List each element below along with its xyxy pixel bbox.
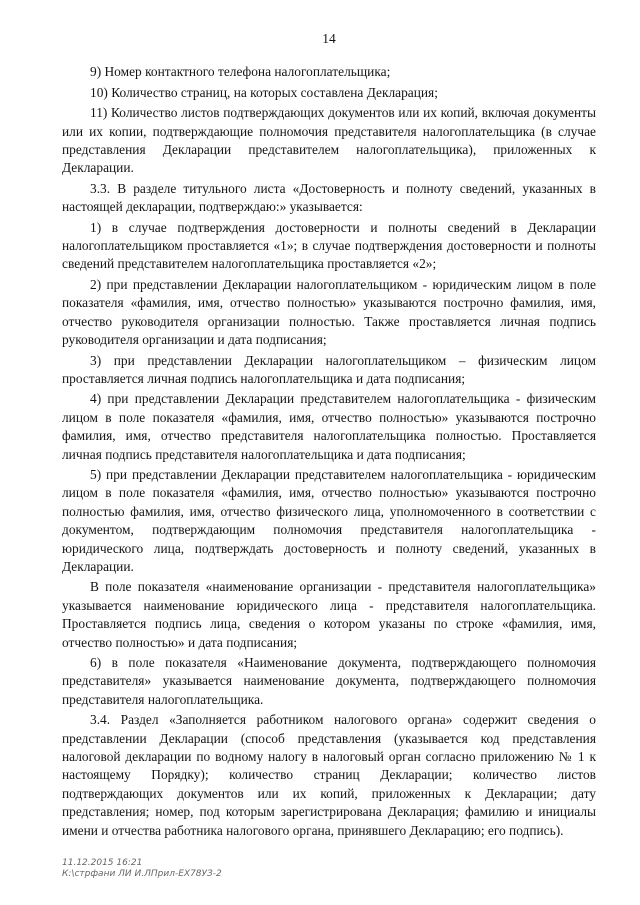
paragraph-3-3-item-2: 2) при представлении Декларации налогоплательщиком - юридическим лицом в поле показателя «фамилия, имя, отчество полностью» указываются построчно фамилия, имя, отчество руководителя организации полностью. Также проставляется личная подпись руководителя организации и дата подписания; (62, 276, 596, 348)
document-page (62, 30, 596, 842)
paragraph-3-3-item-3: 3) при представлении Декларации налогоплательщиком – физическим лицом проставляется личная подпись налогоплательщика и дата подписания; (62, 352, 596, 386)
page-number: 14 (322, 31, 336, 46)
paragraph-organization-field: В поле показателя «наименование организации - представителя налогоплательщика» указывается наименование юридического лица - представителя налогоплательщика. Проставляется подпись лица, сведения о котором указаны по строке «фамилия, имя, отчество полностью» и дата подписания; (62, 579, 596, 650)
paragraph-section-3-4: 3.4. Раздел «Заполняется работником налогового органа» содержит сведения о представлении Декларации (способ представления (указывается код представления налоговой декларации по водному налогу в налоговый орган согласно приложению № 1 к настоящему Порядку); количество страниц Декларации; количество листов подтверждающих документов или их копий, приложенных к Декларации; дату представления; номер, под которым зарегистрирована Декларация; фамилию и инициалы имени и отчества работника налогового органа, принявшего Декларацию; его подпись). (62, 712, 596, 838)
footer-file-path: К:\стрфани ЛИ И.ЛПрил-ЕХ78УЗ-2 (62, 869, 222, 879)
document-footer (62, 858, 222, 880)
footer-timestamp: 11.12.2015 16:21 (62, 858, 143, 868)
paragraph-3-3-item-1: 1) в случае подтверждения достоверности и полноты сведений в Декларации налогоплательщиком проставляется «1»; в случае подтверждения достоверности и полноты сведений представителем налогоплательщика проставляется «2»; (62, 219, 596, 272)
paragraph-3-3-item-5: 5) при представлении Декларации представителем налогоплательщика - юридическим лицом в поле показателя «фамилия, имя, отчество полностью» указываются построчно полностью фамилия, имя, отчество физического лица, уполномоченного в соответствии с документом, подтверждающим полномочия представителя налогоплательщика - юридического лица, подтверждать достоверность и полноту сведений, указанных в Декларации. (62, 466, 596, 574)
paragraph-3-3-item-6: 6) в поле показателя «Наименование документа, подтверждающего полномочия представителя» указывается наименование документа, подтверждающего полномочия представителя налогоплательщика. (62, 655, 596, 707)
paragraph-item-9: 9) Номер контактного телефона налогоплательщика; (90, 64, 391, 80)
paragraph-section-3-3: 3.3. В разделе титульного листа «Достоверность и полноту сведений, указанных в настоящей декларации, подтверждаю:» указывается: (62, 180, 596, 215)
paragraph-item-10: 10) Количество страниц, на которых составлена Декларация; (90, 84, 438, 100)
paragraph-item-11: 11) Количество листов подтверждающих документов или их копий, включая документы или их копии, подтверждающие полномочия представителя налогоплательщика (в случае представления Декларации представителем налогоплательщика), приложенных к Декларации. (62, 105, 596, 176)
paragraph-3-3-item-4: 4) при представлении Декларации представителем налогоплательщика - физическим лицом в поле показателя «фамилия, имя, отчество полностью» указываются построчно фамилия, имя, отчество представителя налогоплательщика полностью. Проставляется личная подпись представителя налогоплательщика и дата подписания; (62, 391, 596, 462)
